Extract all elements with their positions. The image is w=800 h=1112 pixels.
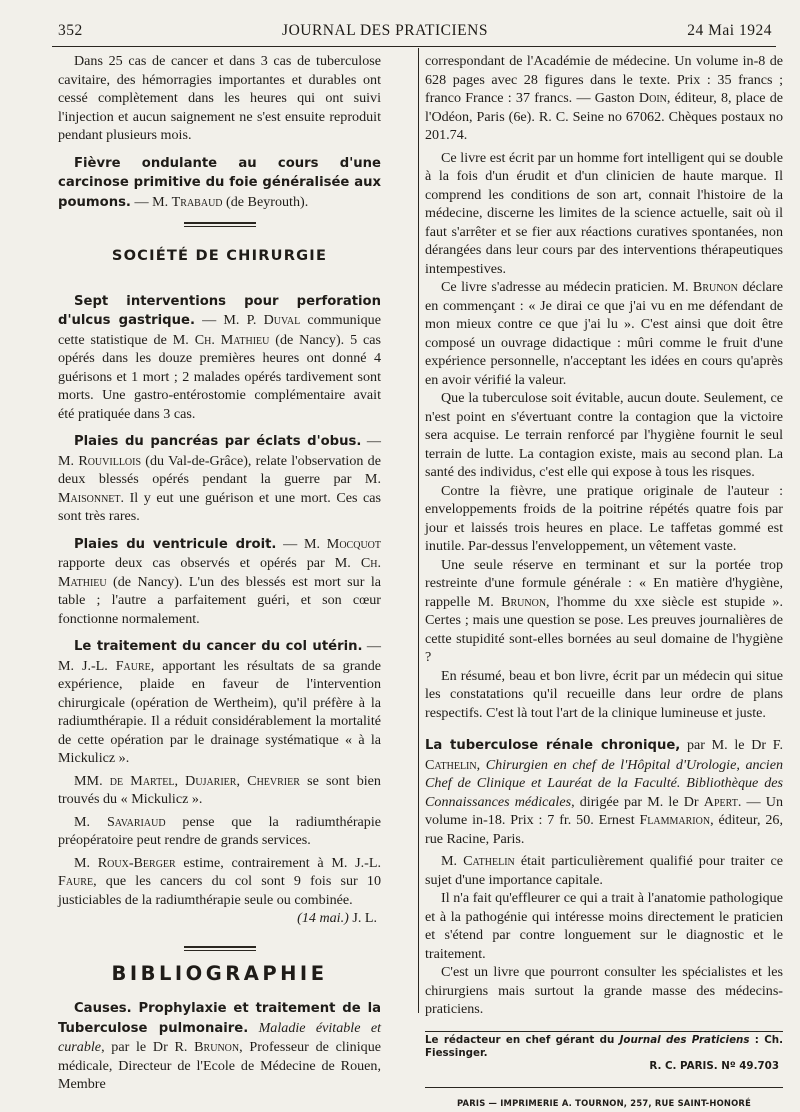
author-name: Duval xyxy=(264,312,301,328)
paragraph-reserve: Une seule réserve en terminant et sur la portée trop restreinte d'une formule générale : « En matière d'hygiène, rappelle M. Brunon, l'homme du xxe siècle est stupide ». Certes ; mais une question se pose. Les preuves journalières de cette stupidité sont-elles bornées au seul domaine de l'hygiène ? xyxy=(425,556,783,667)
paragraph-savariaud: M. Savariaud pense que la radiumthérapie préopératoire peut rendre de grands services. xyxy=(58,813,381,850)
entry-title: La tuberculose rénale chronique, xyxy=(425,738,680,753)
paragraph-adresse: Ce livre s'adresse au médecin praticien. M. Brunon déclare en commençant : « Je dirai ce que j'ai vu en me défendant de mon mieux contre ce que j'ai lu ». C'est ainsi que doit être composé un ouvrage didactique : mûri comme le fruit d'une expérience personnelle, n'acceptant les idées en cours qu'après en avoir vérifié la valeur. xyxy=(425,278,783,389)
header-rule xyxy=(52,46,776,47)
section-rule xyxy=(184,946,256,951)
section-rule xyxy=(184,222,256,227)
rc-number: R. C. PARIS. Nº 49.703 xyxy=(425,1060,783,1073)
author-name: Brunon xyxy=(693,279,738,295)
paragraph-fievre: Contre la fièvre, une pratique originale de l'auteur : enveloppements froids de la poitrine répétés quatre fois par jour et laissés trois heures en place. Le taffetas gommé est inutile. Par-dessus l'enveloppement, un vêtement vaste. xyxy=(425,482,783,556)
author-name: Ch. Mathieu xyxy=(58,555,381,590)
printer-imprint: PARIS — IMPRIMERIE A. TOURNON, 257, RUE SAINT-HONORÉ xyxy=(425,1087,783,1112)
publisher-name: Flammarion xyxy=(639,812,710,828)
issue-date: 24 Mai 1924 xyxy=(687,22,772,40)
section-title-bibliographie: BIBLIOGRAPHIE xyxy=(58,965,381,984)
author-name: Brunon xyxy=(501,594,546,610)
author-name: Apert xyxy=(704,794,738,810)
entry-title: Causes. Prophylaxie et traitement de la Tuberculose pulmonaire. xyxy=(58,1001,381,1036)
entry-tuberculose-renale: La tuberculose rénale chronique, par M. le Dr F. Cathelin, Chirurgien en chef de l'Hôpital d'Urologie, ancien Chef de Clinique et Lauréat de la Faculté. Bibliothèque des Connaissances médicales, dirigée par M. le Dr Apert. — Un volume in-18. Prix : 7 fr. 50. Ernest Flammarion, éditeur, 26, rue Racine, Paris. xyxy=(425,736,783,848)
entry-traitement-cancer: Le traitement du cancer du col utérin. — M. J.-L. Faure, apportant les résultats de sa grande expérience, plaide en faveur de l'intervention chirurgicale (opération de Wertheim), qu'il préfère à la radiumthérapie. Il a réduit considérablement la mortalité de cette opération par le drainage systématique « à la Mickulicz ». xyxy=(58,637,381,768)
publisher-name: Doin xyxy=(639,90,667,106)
entry-plaies-ventricule: Plaies du ventricule droit. — M. Mocquot rapporte deux cas observés et opérés par M. Ch. Mathieu (de Nancy). L'un des blessés est mort sur la table ; l'autre a parfaitement guéri, et son cœur fonctionne normalement. xyxy=(58,535,381,629)
signoff-initials: J. L. xyxy=(349,910,377,926)
entry-title: Plaies du ventricule droit. xyxy=(74,537,276,552)
author-name: Brunon xyxy=(194,1039,239,1055)
signoff-date: (14 mai.) xyxy=(297,910,349,926)
author-name: Rouvillois xyxy=(78,453,141,469)
entry-sept-interventions: Sept interventions pour perforation d'ulcus gastrique. — M. P. Duval communique cette statistique de M. Ch. Mathieu (de Nancy). 5 cas opérés dans les douze premières heures ont donné 4 guérisons et 1 mort ; 2 malades opérés tardivement sont morts. Une gastro-entérostomie complémentaire avait été pratiquée dans 3 cas. xyxy=(58,292,381,424)
author-name: Cathelin xyxy=(463,853,515,869)
author-name: Roux-Berger xyxy=(98,855,176,871)
author-name: Ch. Mathieu xyxy=(195,332,270,348)
entry-title: Plaies du pancréas par éclats d'obus. xyxy=(74,434,361,449)
author-name: Maisonnet xyxy=(58,490,121,506)
entry-title: Fièvre ondulante au cours d'une carcinose primitive du foie généralisée aux poumons. xyxy=(58,156,381,210)
left-column xyxy=(58,52,381,1094)
paragraph-cathelin: M. Cathelin était particulièrement qualifié pour traiter ce sujet d'une importance capitale. xyxy=(425,852,783,889)
right-column xyxy=(425,52,783,1112)
author-names: de Martel, Dujarier, Chevrier xyxy=(110,773,300,789)
entry-fievre-ondulante: Fièvre ondulante au cours d'une carcinose primitive du foie généralisée aux poumons. — M. Trabaud (de Beyrouth). xyxy=(58,154,381,213)
author-name: Cathelin xyxy=(425,757,477,773)
paragraph-tuberculose: Que la tuberculose soit évitable, aucun doute. Seulement, ce n'est point en s'évertuant contre la contagion que la victoire sera acquise. Le terrain renforcé par l'hygiène fournit le seul terrain de lutte. La contagion existe, mais au second plan. La santé des individus, c'est elle qui expose à tous les risques. xyxy=(425,389,783,482)
paragraph-effleurer: Il n'a fait qu'effleurer ce qui a trait à l'anatomie pathologique et à la pathogénie qui intéresse moins directement le praticien et s'étend par contre longuement sur le diagnostic et le traitement. xyxy=(425,889,783,963)
paragraph-resume: En résumé, beau et bon livre, écrit par un médecin qui situe les constatations qu'il recueille dans leur ordre de plans respectifs. C'est là tout l'art de la clinique lumineuse et juste. xyxy=(425,667,783,723)
paragraph-livre: Ce livre est écrit par un homme fort intelligent qui se double à la fois d'un érudit et d'un clinicien de haute marque. Il comprend les conditions de son art, connait l'histoire de la médecine, discerne les limites de la science actuelle, sait où il faut s'arrêter et se fier aux réactions curatives spontanées, non dérangées dans leur cours par des interventions thérapeutiques intempestives. xyxy=(425,149,783,279)
paragraph-causes-continued: correspondant de l'Académie de médecine. Un volume in-8 de 628 pages avec 28 figures dans le texte. Prix : 35 francs ; franco France : 37 francs. — Gaston Doin, éditeur, 8, place de l'Odéon, Paris (6e). R. C. Seine no 67062. Chèques postaux no 201.74. xyxy=(425,52,783,145)
entry-causes-prophylaxie: Causes. Prophylaxie et traitement de la Tuberculose pulmonaire. Maladie évitable et curable, par le Dr R. Brunon, Professeur de clinique médicale, Directeur de l'Ecole de Médecine de Rouen, Membre xyxy=(58,999,381,1094)
author-name: Faure xyxy=(116,658,151,674)
paragraph-hemorragies: Dans 25 cas de cancer et dans 3 cas de tuberculose cavitaire, des hémorragies importantes et durables ont cessé complètement dans les heures qui ont suivi l'injection et aucun saignement ne s'est ensuite reproduit pendant plusieurs mois. xyxy=(58,52,381,145)
section-title-societe: SOCIÉTÉ DE CHIRURGIE xyxy=(58,247,381,266)
page-header xyxy=(58,22,772,46)
journal-title: JOURNAL DES PRATICIENS xyxy=(282,22,488,40)
paragraph-mm: MM. de Martel, Dujarier, Chevrier se sont bien trouvés du « Mickulicz ». xyxy=(58,772,381,809)
entry-plaies-pancreas: Plaies du pancréas par éclats d'obus. — M. Rouvillois (du Val-de-Grâce), relate l'observation de deux blessés opérés pendant la guerre par M. Maisonnet. Il y eut une guérison et une mort. Ces cas sont très rares. xyxy=(58,432,381,526)
entry-title: Le traitement du cancer du col utérin. xyxy=(74,639,363,654)
signoff xyxy=(58,909,381,928)
paragraph-consulter: C'est un livre que pourront consulter les spécialistes et les chirurgiens mais surtout la grande masse des médecins-praticiens. xyxy=(425,963,783,1019)
author-name: Savariaud xyxy=(107,814,166,830)
author-name: Mocquot xyxy=(327,536,381,552)
column-divider xyxy=(418,48,419,1013)
author-name: Faure xyxy=(58,873,93,889)
entry-title: Sept interventions pour perforation d'ulcus gastrique. xyxy=(58,294,381,329)
page-number: 352 xyxy=(58,22,83,40)
author-name: Trabaud xyxy=(172,194,223,210)
journal-name: Journal des Praticiens xyxy=(620,1034,750,1046)
paragraph-roux-berger: M. Roux-Berger estime, contrairement à M. J.-L. Faure, que les cancers du col sont 9 fois sur 10 justiciables de la radiumthérapie seule ou combinée. xyxy=(58,854,381,910)
editor-credit: Le rédacteur en chef gérant du Journal des Praticiens : Ch. Fiessinger. R. C. PARIS. Nº 49.703 xyxy=(425,1031,783,1073)
